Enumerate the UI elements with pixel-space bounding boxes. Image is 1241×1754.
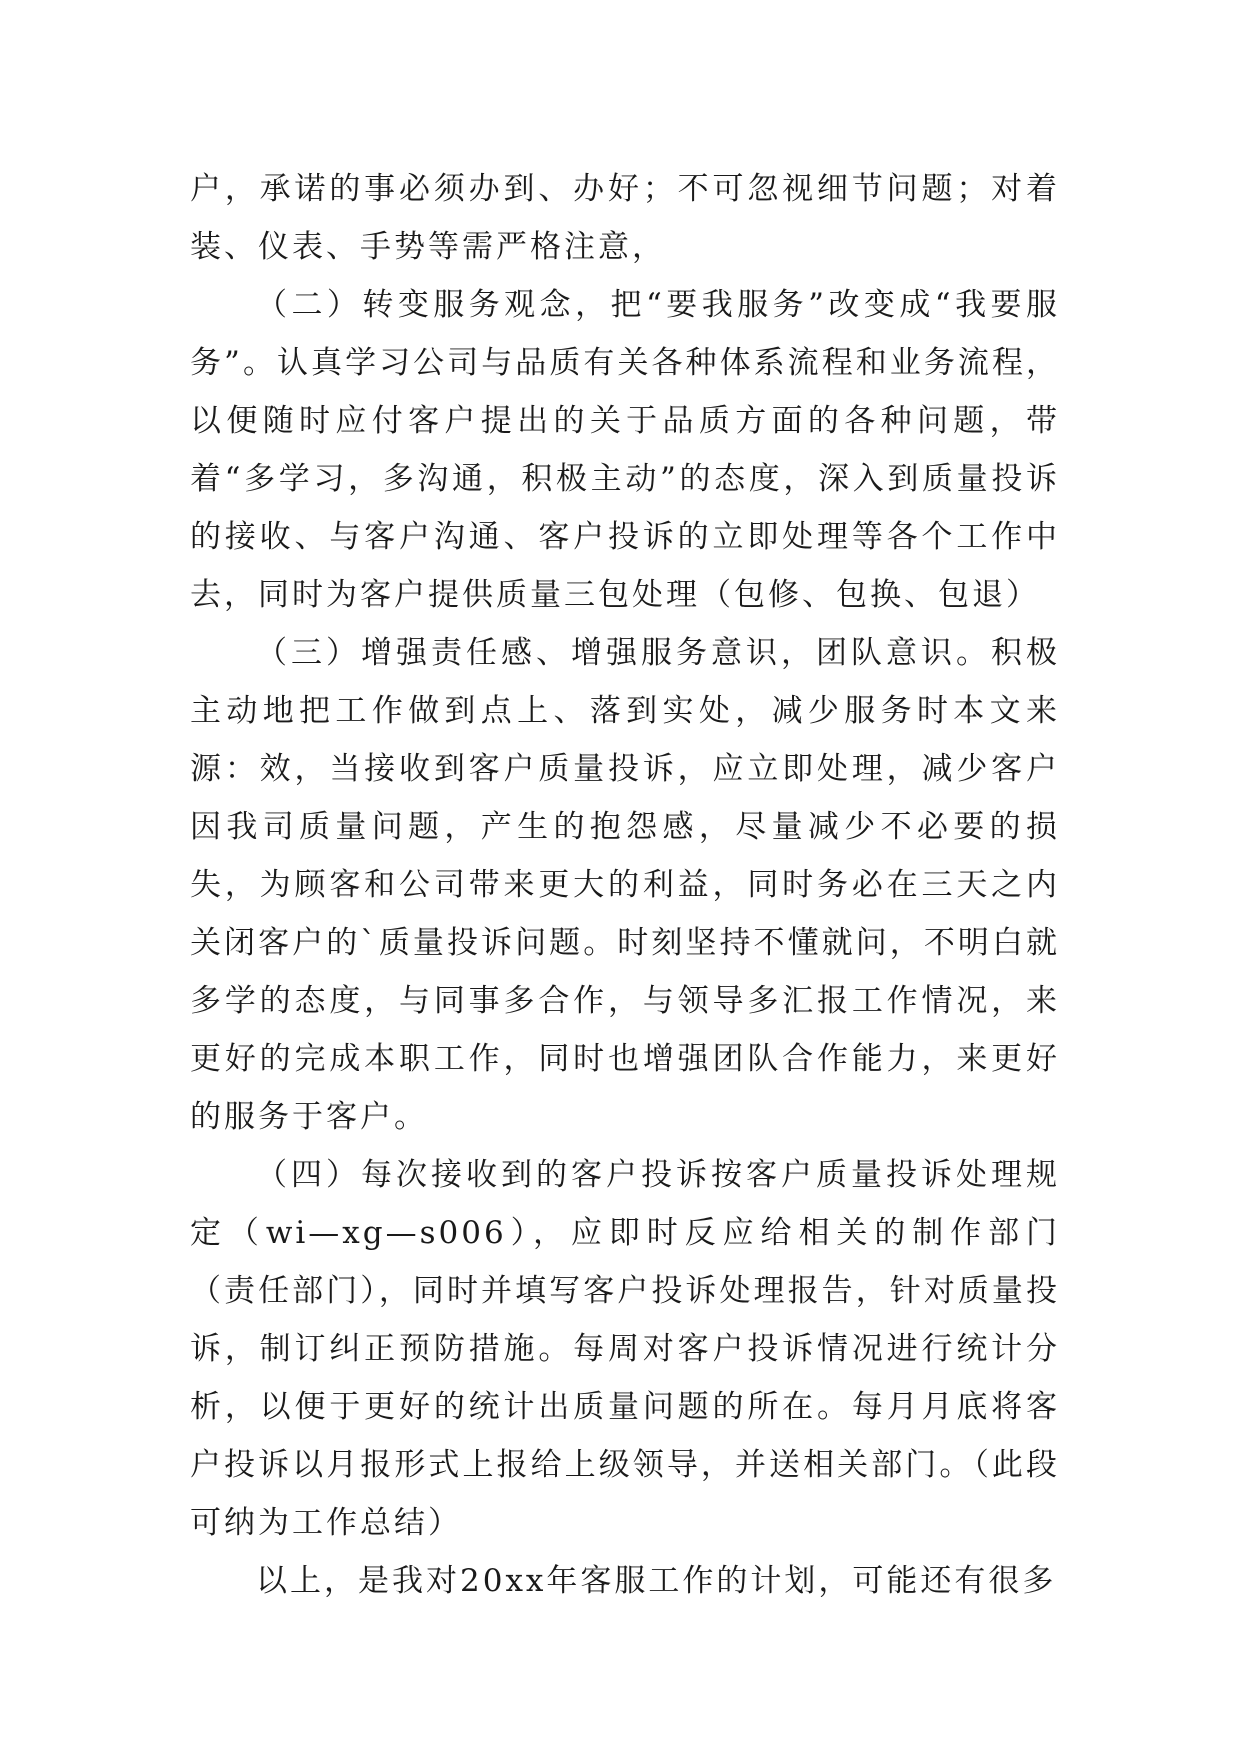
paragraph-section-3: （三）增强责任感、增强服务意识，团队意识。积极主动地把工作做到点上、落到实处，减少服务时本文来源：效，当接收到客户质量投诉，应立即处理，减少客户因我司质量问题，产生的抱怨感，尽量减少不必要的损失，为顾客和公司带来更大的利益，同时务必在三天之内关闭客户的`质量投诉问题。时刻坚持不懂就问，不明白就多学的态度，与同事多合作，与领导多汇报工作情况，来更好的完成本职工作，同时也增强团队合作能力，来更好的服务于客户。 xyxy=(190,635,1060,1135)
paragraph-conclusion: 以上，是我对20xx年客服工作的计划，可能还有很多 xyxy=(256,1563,1057,1599)
paragraph-section-2: （二）转变服务观念，把“要我服务”改变成“我要服务”。认真学习公司与品质有关各种体系流程和业务流程，以便随时应付客户提出的关于品质方面的各种问题，带着“多学习，多沟通，积极主动”的态度，深入到质量投诉的接收、与客户沟通、客户投诉的立即处理等各个工作中去，同时为客户提供质量三包处理（包修、包换、包退） xyxy=(190,287,1060,613)
document-body xyxy=(190,160,1060,1610)
paragraph-section-4: （四）每次接收到的客户投诉按客户质量投诉处理规定（wi—xg—s006），应即时反应给相关的制作部门（责任部门），同时并填写客户投诉处理报告，针对质量投诉，制订纠正预防措施。每周对客户投诉情况进行统计分析，以便于更好的统计出质量问题的所在。每月月底将客户投诉以月报形式上报给上级领导，并送相关部门。（此段可纳为工作总结） xyxy=(190,1157,1060,1541)
paragraph-continuation: 户，承诺的事必须办到、办好；不可忽视细节问题；对着装、仪表、手势等需严格注意， xyxy=(190,171,1060,265)
